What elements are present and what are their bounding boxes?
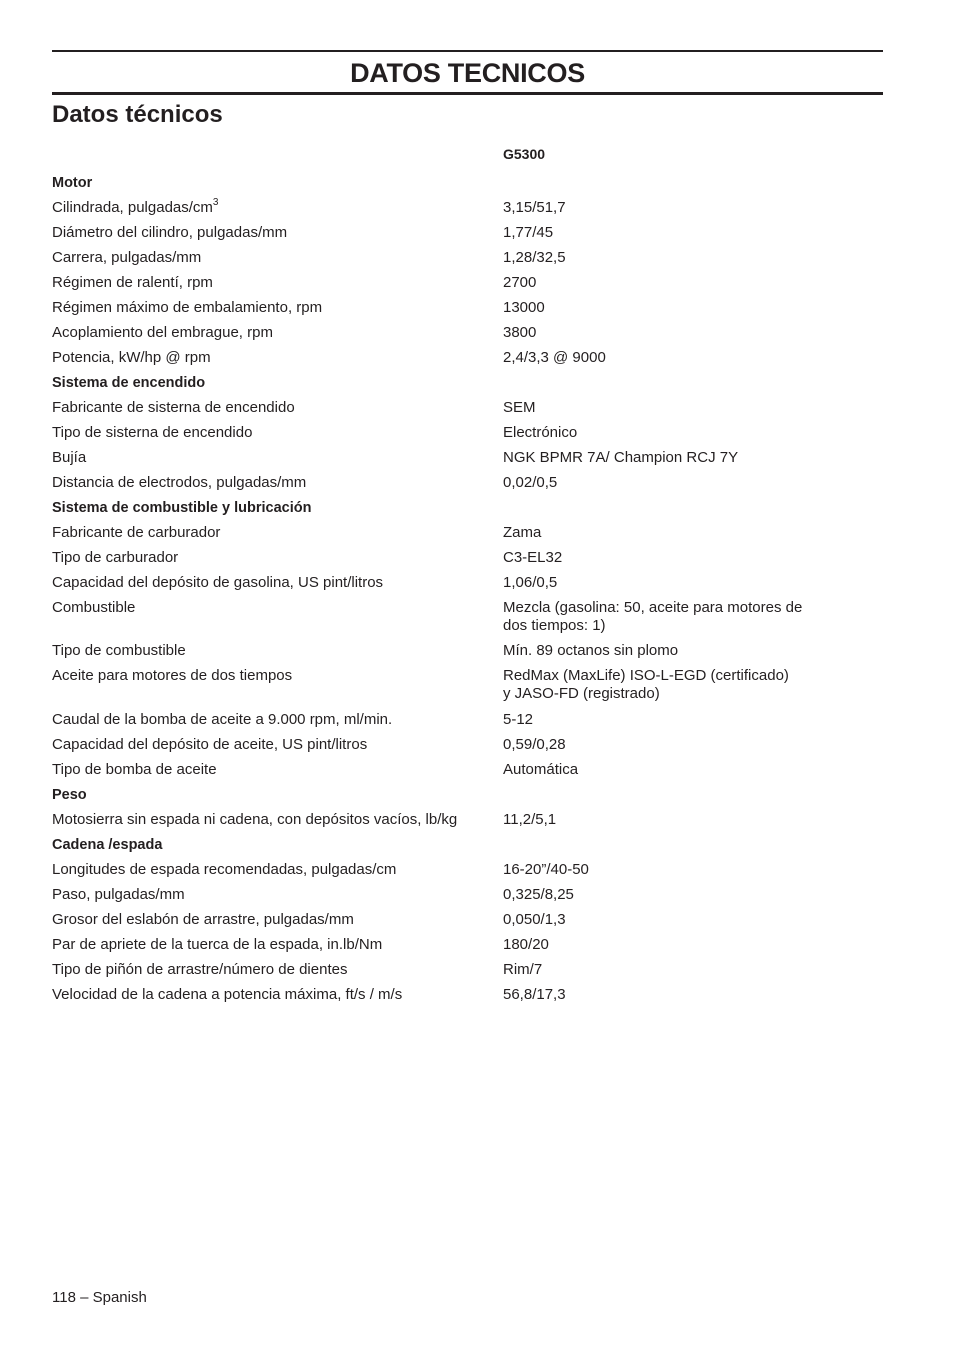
spec-label-text: Fabricante de carburador (52, 523, 221, 541)
section-heading (52, 832, 832, 857)
spec-row (52, 195, 832, 220)
spec-value-line: 56,8/17,3 (503, 985, 566, 1003)
spec-label-text: Régimen de ralentí, rpm (52, 273, 213, 291)
spec-value-line: 1,06/0,5 (503, 573, 558, 591)
spec-label-text: Distancia de electrodos, pulgadas/mm (52, 473, 307, 491)
spec-row (52, 757, 832, 782)
spec-value-line: 0,050/1,3 (503, 910, 566, 928)
spec-label-text: Paso, pulgadas/mm (52, 885, 185, 903)
spec-label (52, 274, 503, 292)
spec-label-text: Potencia, kW/hp @ rpm (52, 348, 211, 366)
spec-value-line: Rim/7 (503, 960, 543, 978)
spec-label (52, 667, 503, 703)
spec-row (52, 807, 832, 832)
spec-value (503, 811, 823, 829)
section-heading-label: Motor (52, 174, 93, 191)
spec-row (52, 320, 832, 345)
spec-value (503, 886, 823, 904)
spec-row (52, 982, 832, 1007)
spec-label-text: Capacidad del depósito de aceite, US pint/litros (52, 735, 368, 753)
page-footer: 118 – Spanish (52, 1289, 147, 1306)
spec-label (52, 474, 503, 492)
spec-label-text: Aceite para motores de dos tiempos (52, 667, 293, 684)
spec-label-text: Caudal de la bomba de aceite a 9.000 rpm, ml/min. (52, 710, 393, 728)
spec-label (52, 224, 503, 242)
spec-value (503, 399, 823, 417)
spec-value-line: 16-20”/40-50 (503, 860, 589, 878)
spec-value-line-2: y JASO-FD (registrado) (503, 685, 660, 702)
spec-label-text: Combustible (52, 598, 136, 616)
spec-label (52, 936, 503, 954)
spec-value (503, 736, 823, 754)
spec-row (52, 245, 832, 270)
spec-label (52, 449, 503, 467)
spec-value (503, 199, 823, 217)
spec-row (52, 295, 832, 320)
spec-label-text: Tipo de combustible (52, 642, 186, 659)
spec-label (52, 299, 503, 317)
spec-label (52, 736, 503, 754)
spec-label-text: Tipo de piñón de arrastre/número de dientes (52, 960, 348, 978)
spec-label (52, 196, 503, 217)
spec-label (52, 324, 503, 342)
spec-row (52, 707, 832, 732)
section-heading (52, 370, 832, 395)
spec-row (52, 595, 832, 639)
spec-value (503, 642, 823, 660)
spec-label (52, 599, 503, 635)
spec-row (52, 420, 832, 445)
spec-label-text: Grosor del eslabón de arrastre, pulgadas/mm (52, 910, 354, 928)
spec-value-line: 0,325/8,25 (503, 885, 574, 903)
section-heading-label: Sistema de combustible y lubricación (52, 499, 312, 516)
spec-label-text: Régimen máximo de embalamiento, rpm (52, 298, 323, 316)
spec-value-line-2: dos tiempos: 1) (503, 616, 606, 634)
spec-value (503, 986, 823, 1004)
spec-row (52, 882, 832, 907)
spec-label (52, 349, 503, 367)
spec-row (52, 270, 832, 295)
spec-label (52, 911, 503, 929)
spec-value-line: 11,2/5,1 (503, 810, 557, 828)
spec-row (52, 570, 832, 595)
spec-row (52, 220, 832, 245)
spec-label (52, 399, 503, 417)
spec-label (52, 961, 503, 979)
header-bottom-rule (52, 92, 883, 95)
spec-value-line: 5-12 (503, 710, 534, 728)
spec-value-line: 1,77/45 (503, 223, 554, 241)
spec-value-line: 2700 (503, 273, 537, 291)
section-header: DATOS TECNICOS (350, 58, 585, 88)
spec-value-line: SEM (503, 398, 536, 416)
spec-label (52, 574, 503, 592)
spec-row (52, 957, 832, 982)
spec-value (503, 574, 823, 592)
spec-label-text: Cilindrada, pulgadas/cm (52, 198, 213, 216)
spec-row (52, 445, 832, 470)
spec-label-text: Tipo de sisterna de encendido (52, 423, 253, 441)
spec-label-text: Bujía (52, 448, 87, 466)
spec-value-line: 0,59/0,28 (503, 735, 566, 753)
section-heading-label: Cadena /espada (52, 836, 163, 853)
model-column-header: G5300 (503, 146, 546, 162)
spec-label-text: Longitudes de espada recomendadas, pulgadas/cm (52, 860, 397, 878)
spec-value-line: 1,28/32,5 (503, 248, 566, 266)
spec-label (52, 524, 503, 542)
top-rule (52, 50, 883, 52)
spec-value-line: NGK BPMR 7A/ Champion RCJ 7Y (503, 448, 739, 466)
spec-value-line: 2,4/3,3 @ 9000 (503, 348, 606, 366)
spec-value (503, 224, 823, 242)
spec-label-text: Fabricante de sisterna de encendido (52, 398, 295, 416)
section-heading (52, 782, 832, 807)
spec-row (52, 932, 832, 957)
spec-label-text: Capacidad del depósito de gasolina, US pint/litros (52, 573, 384, 591)
section-heading (52, 170, 832, 195)
spec-value (503, 599, 823, 635)
spec-value (503, 761, 823, 779)
spec-row (52, 470, 832, 495)
spec-value (503, 936, 823, 954)
spec-row (52, 907, 832, 932)
spec-label (52, 811, 503, 829)
spec-value-line: Automática (503, 760, 579, 778)
spec-label-text: Acoplamiento del embrague, rpm (52, 323, 273, 341)
spec-label (52, 249, 503, 267)
spec-value-line: Mezcla (gasolina: 50, aceite para motores de (503, 598, 803, 616)
spec-value-line: 0,02/0,5 (503, 473, 558, 491)
spec-table (52, 170, 832, 1007)
spec-label (52, 886, 503, 904)
spec-value (503, 961, 823, 979)
spec-value-line: Mín. 89 octanos sin plomo (503, 642, 679, 659)
spec-row (52, 520, 832, 545)
spec-label (52, 711, 503, 729)
spec-value (503, 711, 823, 729)
spec-label-text: Carrera, pulgadas/mm (52, 248, 202, 266)
spec-value (503, 861, 823, 879)
spec-value (503, 274, 823, 292)
section-heading-label: Peso (52, 786, 87, 803)
spec-label-text: Velocidad de la cadena a potencia máxima, ft/s / m/s (52, 985, 403, 1003)
spec-value (503, 524, 823, 542)
spec-label (52, 861, 503, 879)
spec-value-line: RedMax (MaxLife) ISO-L-EGD (certificado) (503, 667, 789, 684)
spec-value (503, 249, 823, 267)
spec-row (52, 639, 832, 664)
spec-value-line: 3800 (503, 323, 537, 341)
spec-label (52, 761, 503, 779)
spec-value-line: 180/20 (503, 935, 549, 953)
spec-value (503, 449, 823, 467)
spec-value-line: Electrónico (503, 423, 578, 441)
spec-row (52, 664, 832, 708)
spec-value (503, 299, 823, 317)
spec-label-text: Tipo de bomba de aceite (52, 760, 217, 778)
spec-label (52, 549, 503, 567)
spec-row (52, 732, 832, 757)
spec-value-line: C3-EL32 (503, 548, 563, 566)
spec-row (52, 395, 832, 420)
spec-value (503, 667, 823, 703)
spec-value-line: Zama (503, 523, 542, 541)
spec-label (52, 424, 503, 442)
spec-value (503, 324, 823, 342)
spec-value (503, 911, 823, 929)
spec-value (503, 349, 823, 367)
spec-row (52, 545, 832, 570)
page-title: Datos técnicos (52, 101, 223, 128)
superscript: 3 (212, 196, 219, 208)
spec-label-text: Diámetro del cilindro, pulgadas/mm (52, 223, 288, 241)
section-heading-label: Sistema de encendido (52, 374, 206, 391)
spec-value (503, 474, 823, 492)
spec-label-text: Tipo de carburador (52, 548, 179, 566)
spec-value (503, 549, 823, 567)
spec-row (52, 345, 832, 370)
spec-value (503, 424, 823, 442)
spec-value-line: 3,15/51,7 (503, 198, 566, 216)
spec-row (52, 857, 832, 882)
spec-label-text: Motosierra sin espada ni cadena, con depósitos vacíos, lb/kg (52, 810, 458, 828)
spec-label-text: Par de apriete de la tuerca de la espada, in.lb/Nm (52, 935, 383, 953)
section-heading (52, 495, 832, 520)
spec-label (52, 986, 503, 1004)
spec-value-line: 13000 (503, 298, 545, 316)
spec-label (52, 642, 503, 660)
